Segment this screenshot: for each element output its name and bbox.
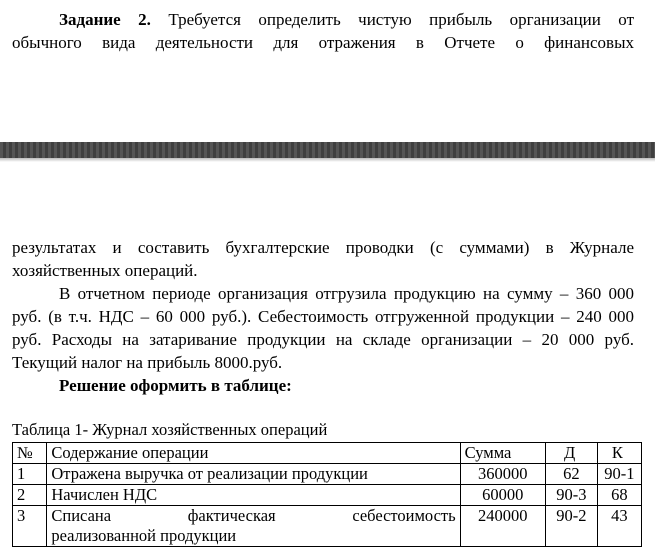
task-line-2: обычного вида деятельности для отражения в Отчете о финансовых [12, 33, 634, 52]
task-line-1-rest: Требуется определить чистую прибыль организации от [168, 10, 635, 29]
header-sum: Сумма [460, 443, 545, 464]
row-credit: 68 [597, 485, 641, 506]
conditions-paragraph: В отчетном периоде организация отгрузила продукцию на сумму – 360 000 руб. (в т.ч. НДС – 60 000 руб.). Себестоимость отгруженной продукции – 240 000 руб. Расходы на затаривание продукции на складе организации – 20 000 руб. Текущий налог на прибыль 8000.руб. [12, 284, 634, 372]
header-credit: К [597, 443, 641, 464]
table-row [13, 485, 642, 506]
row-debit: 90-2 [545, 506, 597, 547]
row-credit: 90-1 [597, 464, 641, 485]
header-operation: Содержание операции [47, 443, 460, 464]
task-line-3: результатах и составить бухгалтерские проводки (с суммами) в Журнале [12, 238, 634, 257]
table-caption: Таблица 1- Журнал хозяйственных операций [12, 420, 328, 439]
row-credit: 43 [597, 506, 641, 547]
task-line-1 [12, 8, 634, 31]
row-sum: 240000 [460, 506, 545, 547]
page-top [0, 0, 655, 140]
journal-table [12, 442, 642, 547]
page-break-shadow [0, 158, 655, 162]
row-sum: 360000 [460, 464, 545, 485]
table-row [13, 506, 642, 547]
table-header-row [13, 443, 642, 464]
row-num: 3 [13, 506, 47, 547]
row-debit: 90-3 [545, 485, 597, 506]
header-num: № [13, 443, 47, 464]
row-sum: 60000 [460, 485, 545, 506]
task-line-4: хозяйственных операций. [12, 261, 198, 280]
table-row [13, 464, 642, 485]
row-debit: 62 [545, 464, 597, 485]
row-operation-line-2: реализованной продукции [51, 526, 237, 545]
row-operation: Отражена выручка от реализации продукции [47, 464, 460, 485]
task-heading: Задание 2. [59, 10, 151, 29]
row-operation: Начислен НДС [47, 485, 460, 506]
page-break [0, 142, 655, 158]
header-debit: Д [545, 443, 597, 464]
row-operation [47, 506, 460, 547]
solution-note: Решение оформить в таблице: [59, 376, 292, 395]
row-num: 2 [13, 485, 47, 506]
row-num: 1 [13, 464, 47, 485]
row-operation-line-1: Списана фактическая себестоимость [51, 506, 456, 525]
